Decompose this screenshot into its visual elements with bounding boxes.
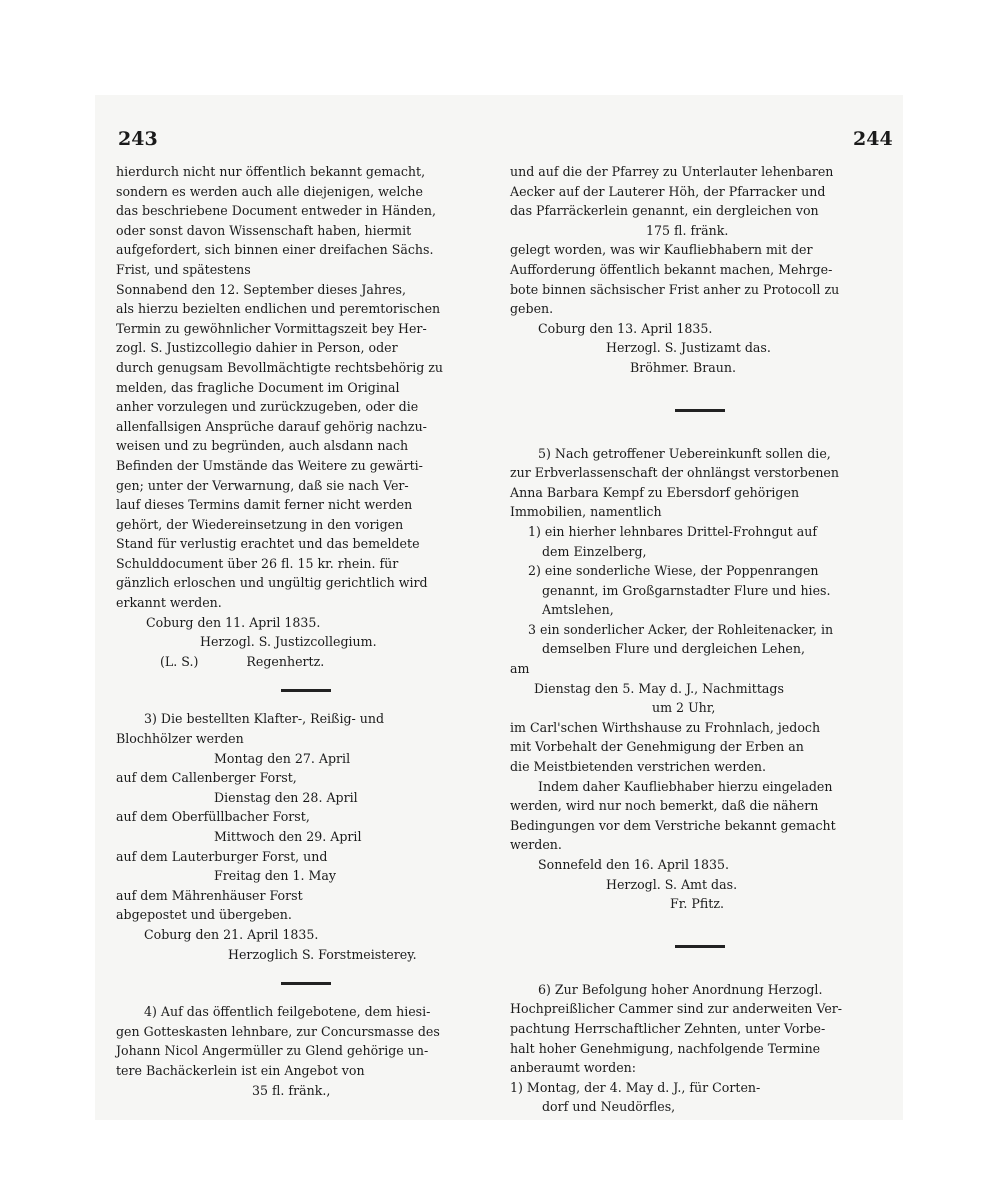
page-number-left: 243 [118, 128, 158, 150]
text-line: 1) Montag, der 4. May d. J., für Corten- [510, 1079, 761, 1095]
text-line: Hochpreißlicher Cammer sind zur anderweiten Ver- [510, 1001, 843, 1017]
text-line: Mittwoch den 29. April [214, 829, 362, 844]
text-line: sondern es werden auch alle diejenigen, welche [116, 183, 423, 199]
text-line: Coburg den 11. April 1835. [146, 614, 321, 630]
text-line: 5) Nach getroffener Uebereinkunft sollen die, [538, 445, 831, 461]
text-line: 3 ein sonderlicher Acker, der Rohleitenacker, in [528, 621, 834, 637]
text-line: Montag den 27. April [214, 750, 351, 766]
text-line: um 2 Uhr, [652, 700, 716, 716]
text-line: Blochhölzer werden [116, 731, 244, 747]
section-divider [116, 974, 496, 992]
text-line: Anna Barbara Kempf zu Ebersdorf gehörigen [510, 484, 800, 500]
text-line: hierdurch nicht nur öffentlich bekannt gemacht, [116, 164, 426, 179]
text-line: Schulddocument über 26 fl. 15 kr. rhein. für [116, 555, 399, 571]
text-line: 175 fl. fränk. [646, 222, 729, 238]
text-line: Frist, und spätestens [116, 261, 251, 277]
text-line: allenfallsigen Ansprüche darauf gehörig nachzu- [116, 418, 427, 434]
text-line: Stand für verlustig erachtet und das bemeldete [116, 536, 420, 552]
text-line: Johann Nicol Angermüller zu Glend gehörige un- [116, 1043, 429, 1059]
text-line: auf dem Oberfüllbacher Forst, [116, 809, 310, 825]
text-line: im Carl'schen Wirthshause zu Frohnlach, jedoch [510, 719, 821, 735]
text-line: gen Gotteskasten lehnbare, zur Concursmasse des [116, 1023, 440, 1039]
text-line: (L. S.) Regenhertz. [160, 653, 325, 669]
text-line: halt hoher Genehmigung, nachfolgende Termine [510, 1040, 821, 1056]
text-line: 2) eine sonderliche Wiese, der Poppenrangen [528, 563, 819, 579]
text-line: lauf dieses Termins damit ferner nicht werden [116, 497, 413, 513]
text-line: erkannt werden. [116, 595, 222, 611]
text-line: mit Vorbehalt der Genehmigung der Erben an [510, 739, 804, 755]
text-line: als hierzu bezielten endlichen und peremtorischen [116, 301, 441, 317]
text-line: geben. [510, 301, 554, 317]
section-divider [116, 681, 496, 699]
text-line: anberaumt worden: [510, 1060, 637, 1076]
text-line: Fr. Pfitz. [670, 896, 724, 912]
text-line: am [510, 661, 530, 677]
text-line: Aufforderung öffentlich bekannt machen, Mehrge- [510, 261, 833, 277]
text-line: Sonnefeld den 16. April 1835. [538, 857, 730, 872]
text-line: das beschriebene Document entweder in Händen, [116, 203, 436, 219]
text-line: Herzoglich S. Forstmeisterey. [228, 946, 417, 962]
text-line: die Meistbietenden verstrichen werden. [510, 759, 767, 775]
text-line: und auf die der Pfarrey zu Unterlauter lehenbaren [510, 164, 834, 179]
text-line: dem Einzelberg, [542, 543, 647, 559]
text-line: Amtslehen, [542, 602, 614, 618]
text-line: auf dem Mährenhäuser Forst [116, 887, 303, 903]
text-line: Indem daher Kaufliebhaber hierzu eingeladen [538, 778, 833, 794]
text-line: Dienstag den 28. April [214, 789, 358, 805]
text-line: Bröhmer. Braun. [630, 359, 737, 375]
text-line: demselben Flure und dergleichen Lehen, [542, 641, 805, 657]
text-line: zogl. S. Justizcollegio dahier in Person, oder [116, 340, 398, 356]
text-line: 35 fl. fränk., [252, 1082, 331, 1098]
text-line: werden, wird nur noch bemerkt, daß die nähern [510, 798, 819, 814]
text-line: genannt, im Großgarnstadter Flure und hies. [542, 582, 831, 598]
text-line: anher vorzulegen und zurückzugeben, oder die [116, 399, 419, 415]
text-line: 1) ein hierher lehnbares Drittel-Frohngut auf [528, 523, 818, 539]
text-line: oder sonst davon Wissenschaft haben, hiermit [116, 222, 412, 238]
text-line: tere Bachäckerlein ist ein Angebot von [116, 1062, 365, 1078]
text-line: Herzogl. S. Justizcollegium. [200, 634, 377, 650]
text-line: werden. [510, 837, 562, 853]
text-line: abgepostet und übergeben. [116, 907, 292, 923]
text-line: Befinden der Umstände das Weitere zu gewärti- [116, 457, 423, 473]
text-line: auf dem Callenberger Forst, [116, 770, 297, 786]
text-line: pachtung Herrschaftlicher Zehnten, unter Vorbe- [510, 1020, 826, 1036]
text-line: gänzlich erloschen und ungültig gerichtlich wird [116, 575, 428, 591]
text-line: Coburg den 21. April 1835. [144, 926, 319, 942]
text-line: gelegt worden, was wir Kaufliebhabern mit der [510, 242, 813, 258]
text-line: Herzogl. S. Justizamt das. [606, 340, 771, 356]
text-line: 4) Auf das öffentlich feilgebotene, dem hiesi- [144, 1004, 431, 1020]
text-line: Freitag den 1. May [214, 868, 337, 884]
text-line: zur Erbverlassenschaft der ohnlängst verstorbenen [510, 465, 839, 481]
text-line: Dienstag den 5. May d. J., Nachmittags [534, 680, 784, 696]
text-line: weisen und zu begründen, auch alsdann nach [116, 438, 409, 454]
text-line: auf dem Lauterburger Forst, und [116, 848, 328, 864]
text-line: Termin zu gewöhnlicher Vormittagszeit bey Her- [116, 320, 427, 336]
text-line: Aecker auf der Lauterer Höh, der Pfarracker und [510, 183, 826, 199]
text-line: bote binnen sächsischer Frist anher zu Protocoll zu [510, 281, 840, 297]
section-divider [510, 402, 890, 420]
text-line: Sonnabend den 12. September dieses Jahres, [116, 281, 406, 297]
text-line: melden, das fragliche Document im Original [116, 379, 400, 395]
right-column [510, 162, 890, 1117]
text-line: 3) Die bestellten Klafter-, Reißig- und [144, 711, 385, 727]
text-line: aufgefordert, sich binnen einer dreifachen Sächs. [116, 242, 434, 258]
text-line: Immobilien, namentlich [510, 504, 662, 520]
text-line: Bedingungen vor dem Verstriche bekannt gemacht [510, 817, 836, 833]
text-line: gehört, der Wiedereinsetzung in den vorigen [116, 516, 404, 532]
text-line: dorf und Neudörfles, [542, 1099, 676, 1115]
page-number-right: 244 [853, 128, 893, 150]
text-line: 6) Zur Befolgung hoher Anordnung Herzogl. [538, 981, 823, 997]
text-line: das Pfarräckerlein genannt, ein dergleichen von [510, 203, 819, 219]
text-line: Herzogl. S. Amt das. [606, 876, 738, 892]
text-line: gen; unter der Verwarnung, daß sie nach Ver- [116, 477, 409, 493]
text-line: Coburg den 13. April 1835. [538, 320, 713, 336]
left-column [116, 162, 496, 1100]
text-line: durch genugsam Bevollmächtigte rechtsbehörig zu [116, 359, 444, 375]
section-divider [510, 938, 890, 956]
